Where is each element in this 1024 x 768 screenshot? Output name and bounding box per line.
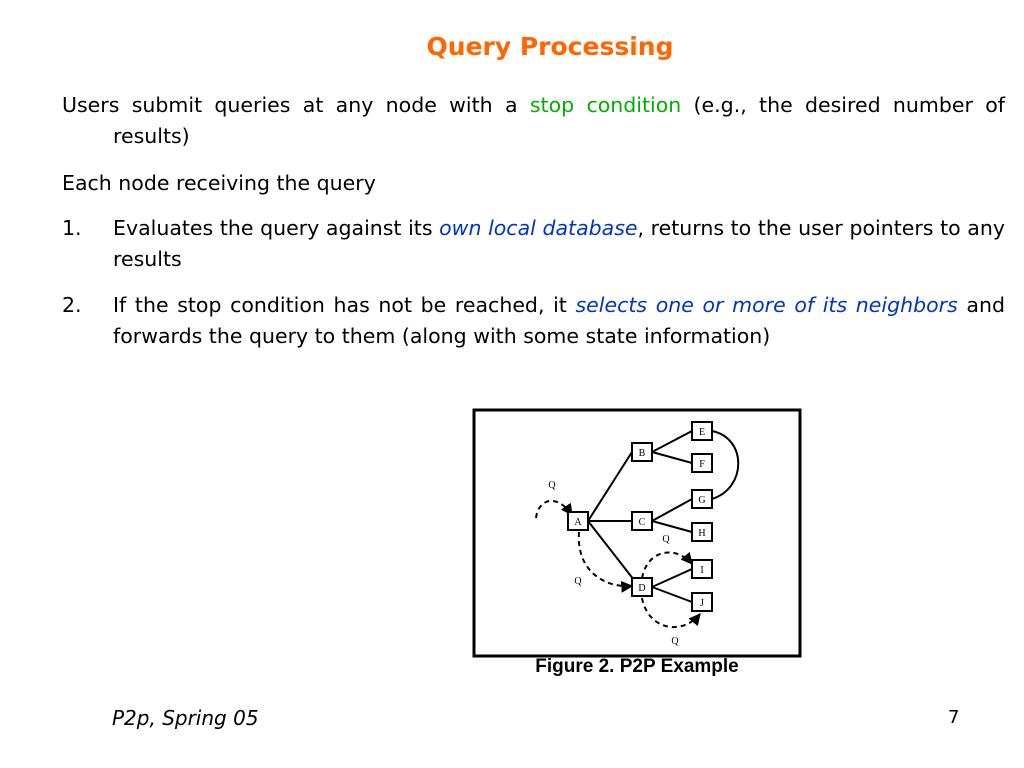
edge-d-i bbox=[652, 569, 692, 587]
query-arrow-in bbox=[536, 501, 572, 518]
svg-text:F: F bbox=[699, 459, 705, 470]
edge-d-j bbox=[652, 587, 692, 602]
node-c bbox=[632, 512, 652, 530]
step-2-highlight: selects one or more of its neighbors bbox=[575, 293, 958, 317]
query-label: Q bbox=[662, 534, 670, 545]
edge-b-f bbox=[652, 452, 692, 463]
edge-c-h bbox=[652, 521, 692, 532]
intro-text-post: (e.g., the desired number of results) bbox=[113, 93, 1005, 148]
query-label: Q bbox=[671, 636, 679, 647]
svg-text:I: I bbox=[700, 565, 704, 576]
node-i bbox=[692, 560, 712, 578]
svg-text:J: J bbox=[700, 598, 704, 609]
node-b bbox=[632, 443, 652, 461]
svg-text:B: B bbox=[638, 448, 646, 459]
slide-title: Query Processing bbox=[426, 32, 674, 61]
node-h bbox=[692, 523, 712, 541]
footer-course: P2p, Spring 05 bbox=[112, 706, 259, 730]
node-a bbox=[568, 512, 588, 530]
svg-text:A: A bbox=[574, 517, 582, 528]
edge-e-g bbox=[712, 431, 738, 499]
query-label: Q bbox=[548, 480, 556, 491]
node-e bbox=[692, 422, 712, 440]
svg-text:C: C bbox=[638, 517, 646, 528]
step-1-highlight: own local database bbox=[439, 216, 638, 240]
step-2-text-post: and forwards the query to them (along with some state information) bbox=[113, 293, 1005, 348]
edge-c-g bbox=[652, 499, 692, 521]
step-item-2 bbox=[62, 290, 1005, 352]
intro-text-pre: Users submit queries at any node with a bbox=[62, 93, 530, 117]
stop-condition-highlight: stop condition bbox=[529, 93, 682, 117]
intro-paragraph bbox=[62, 90, 1005, 152]
svg-text:H: H bbox=[698, 528, 706, 539]
edge-a-b bbox=[588, 452, 632, 521]
step-1-text-pre: Evaluates the query against its bbox=[113, 216, 440, 240]
edge-a-d bbox=[588, 521, 634, 580]
page-number: 7 bbox=[948, 707, 960, 728]
step-number-1: 1. bbox=[62, 216, 82, 240]
query-arrow-d-i bbox=[642, 552, 692, 578]
step-number-2: 2. bbox=[62, 293, 82, 317]
figure-caption: Figure 2. P2P Example bbox=[535, 656, 739, 677]
edge-b-e bbox=[652, 431, 692, 452]
step-item-1 bbox=[62, 213, 1005, 275]
step-2-text-pre: If the stop condition has not be reached, it bbox=[113, 293, 576, 317]
node-d bbox=[632, 578, 652, 596]
node-j bbox=[692, 593, 712, 611]
p2p-network-figure bbox=[472, 408, 802, 658]
node-f bbox=[692, 454, 712, 472]
node-g bbox=[692, 490, 712, 508]
svg-text:E: E bbox=[698, 427, 706, 438]
svg-text:D: D bbox=[638, 583, 646, 594]
subheading: Each node receiving the query bbox=[62, 171, 376, 195]
query-label: Q bbox=[574, 576, 582, 587]
query-arrow-a-d bbox=[579, 532, 632, 586]
svg-text:G: G bbox=[698, 495, 706, 506]
step-1-text-post: , returns to the user pointers to any results bbox=[113, 216, 1005, 271]
